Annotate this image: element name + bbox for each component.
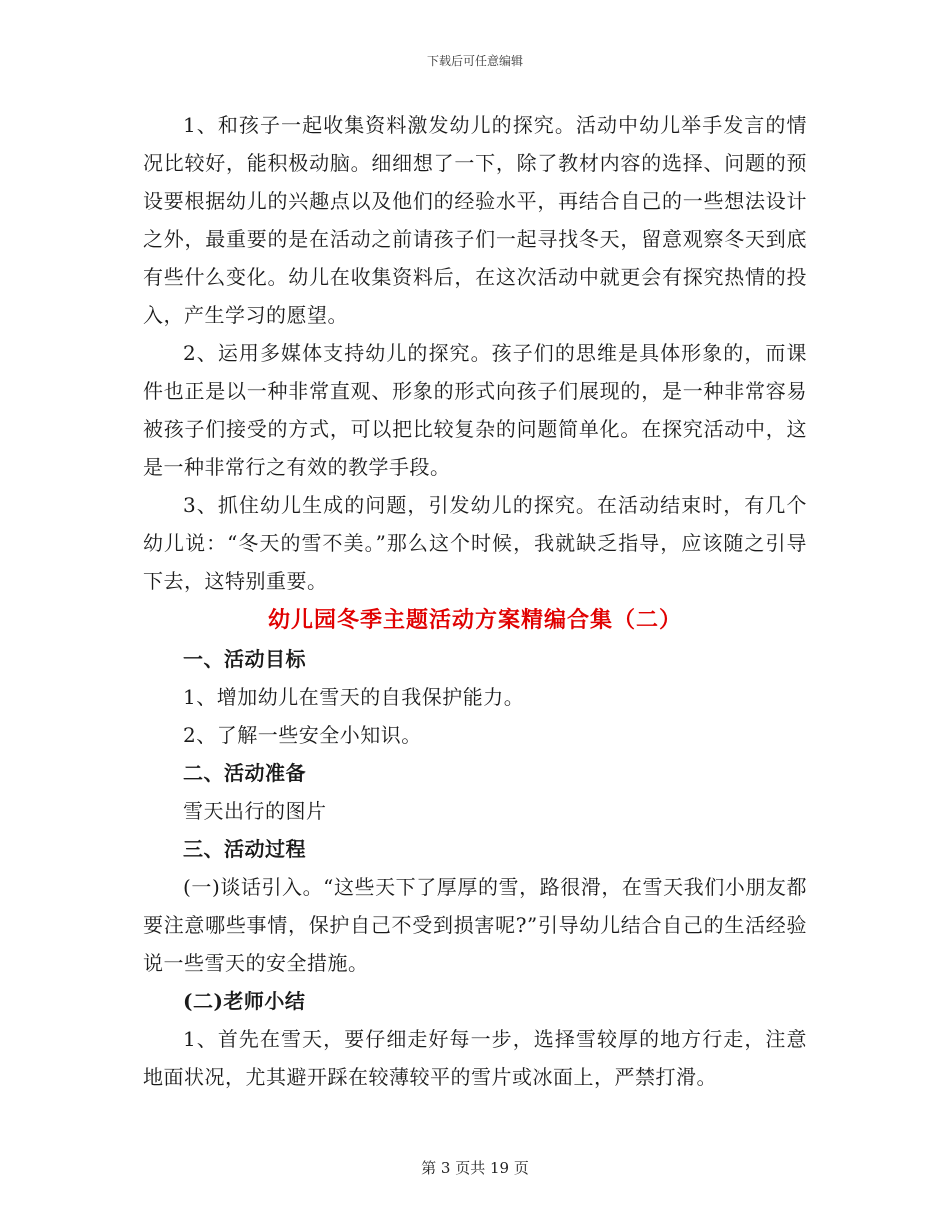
paragraph-reflection-1: 1、和孩子一起收集资料激发幼儿的探究。活动中幼儿举手发言的情况比较好，能积极动脑。细细想了一下，除了教材内容的选择、问题的预设要根据幼儿的兴趣点以及他们的经验水平，再结合自己的一些想法设计之外，最重要的是在活动之前请孩子们一起寻找冬天，留意观察冬天到底有些什么变化。幼儿在收集资料后，在这次活动中就更会有探究热情的投入，产生学习的愿望。 xyxy=(143,113,807,327)
goal-item-1: 1、增加幼儿在雪天的自我保护能力。 xyxy=(183,685,525,709)
heading-activity-goal: 一、活动目标 xyxy=(183,647,306,671)
process-step-2-item-1: 1、首先在雪天，要仔细走好每一步，选择雪较厚的地方行走，注意地面状况，尤其避开踩在较薄较平的雪片或冰面上，严禁打滑。 xyxy=(143,1027,807,1089)
document-body xyxy=(143,106,807,1096)
process-step-1: (一)谈话引入。“这些天下了厚厚的雪，路很滑，在雪天我们小朋友都要注意哪些事情，保护自己不受到损害呢?”引导幼儿结合自己的生活经验说一些雪天的安全措施。 xyxy=(143,875,807,975)
heading-activity-process: 三、活动过程 xyxy=(183,837,306,861)
process-step-2-heading: (二)老师小结 xyxy=(183,989,306,1013)
paragraph-reflection-3: 3、抓住幼儿生成的问题，引发幼儿的探究。在活动结束时，有几个幼儿说：“冬天的雪不美。”那么这个时候，我就缺乏指导，应该随之引导下去，这特别重要。 xyxy=(143,493,807,593)
page-footer: 第 3 页共 19 页 xyxy=(421,1159,529,1177)
paragraph-reflection-2: 2、运用多媒体支持幼儿的探究。孩子们的思维是具体形象的，而课件也正是以一种非常直观、形象的形式向孩子们展现的，是一种非常容易被孩子们接受的方式，可以把比较复杂的问题简单化。在探究活动中，这是一种非常行之有效的教学手段。 xyxy=(143,341,807,479)
page-header: 下载后可任意编辑 xyxy=(426,54,523,68)
section-title: 幼儿园冬季主题活动方案精编合集（二） xyxy=(267,607,682,633)
prep-text: 雪天出行的图片 xyxy=(183,799,327,823)
goal-item-2: 2、了解一些安全小知识。 xyxy=(183,723,422,747)
heading-activity-prep: 二、活动准备 xyxy=(183,761,306,785)
